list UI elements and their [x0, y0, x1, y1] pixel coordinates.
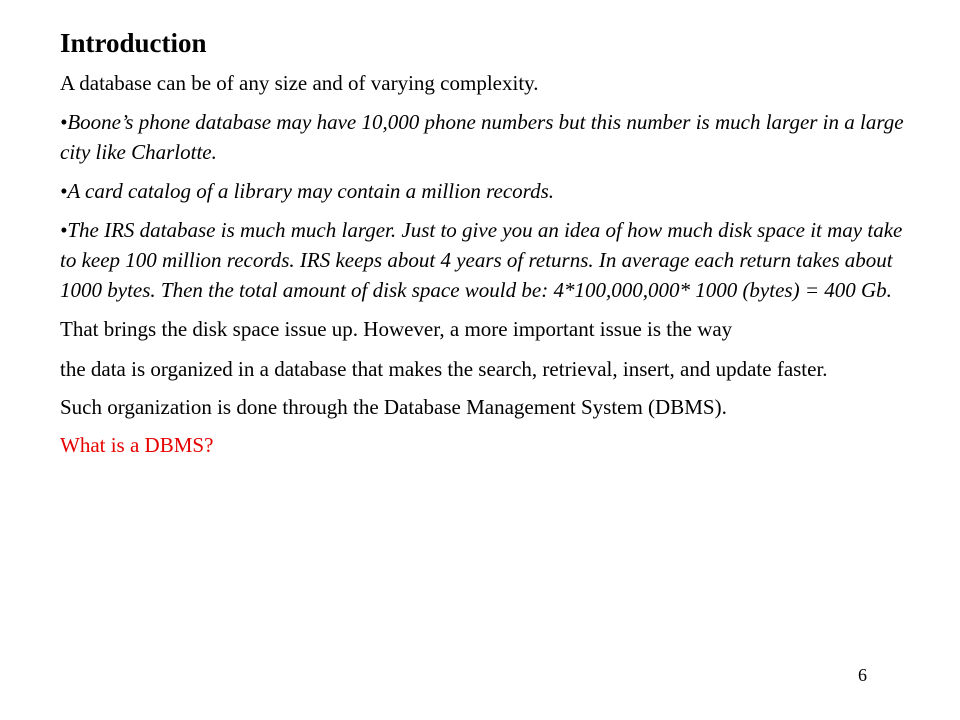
dbms-text: Such organization is done through the Database Management System (DBMS). [60, 395, 727, 419]
bullet-phone-database: •Boone’s phone database may have 10,000 phone numbers but this number is much larger in a large city like Charlotte. [60, 110, 904, 164]
intro-text: A database can be of any size and of varying complexity. [60, 71, 539, 95]
data-organization-text: the data is organized in a database that makes the search, retrieval, insert, and update faster. [60, 357, 828, 381]
slide-title: Introduction [60, 28, 207, 58]
dbms-question: What is a DBMS? [60, 433, 214, 457]
bullet-irs-database: •The IRS database is much much larger. Just to give you an idea of how much disk space it may take to keep 100 million records. IRS keeps about 4 years of returns. In average each return takes about 1000 bytes. Then the total amount of disk space would be: 4*100,000,000* 1000 (bytes) = 400 Gb. [60, 218, 903, 302]
bullet-card-catalog: •A card catalog of a library may contain a million records. [60, 179, 555, 203]
page-number: 6 [858, 665, 867, 685]
slide-content [60, 24, 920, 460]
disk-space-text: That brings the disk space issue up. However, a more important issue is the way [60, 317, 733, 341]
